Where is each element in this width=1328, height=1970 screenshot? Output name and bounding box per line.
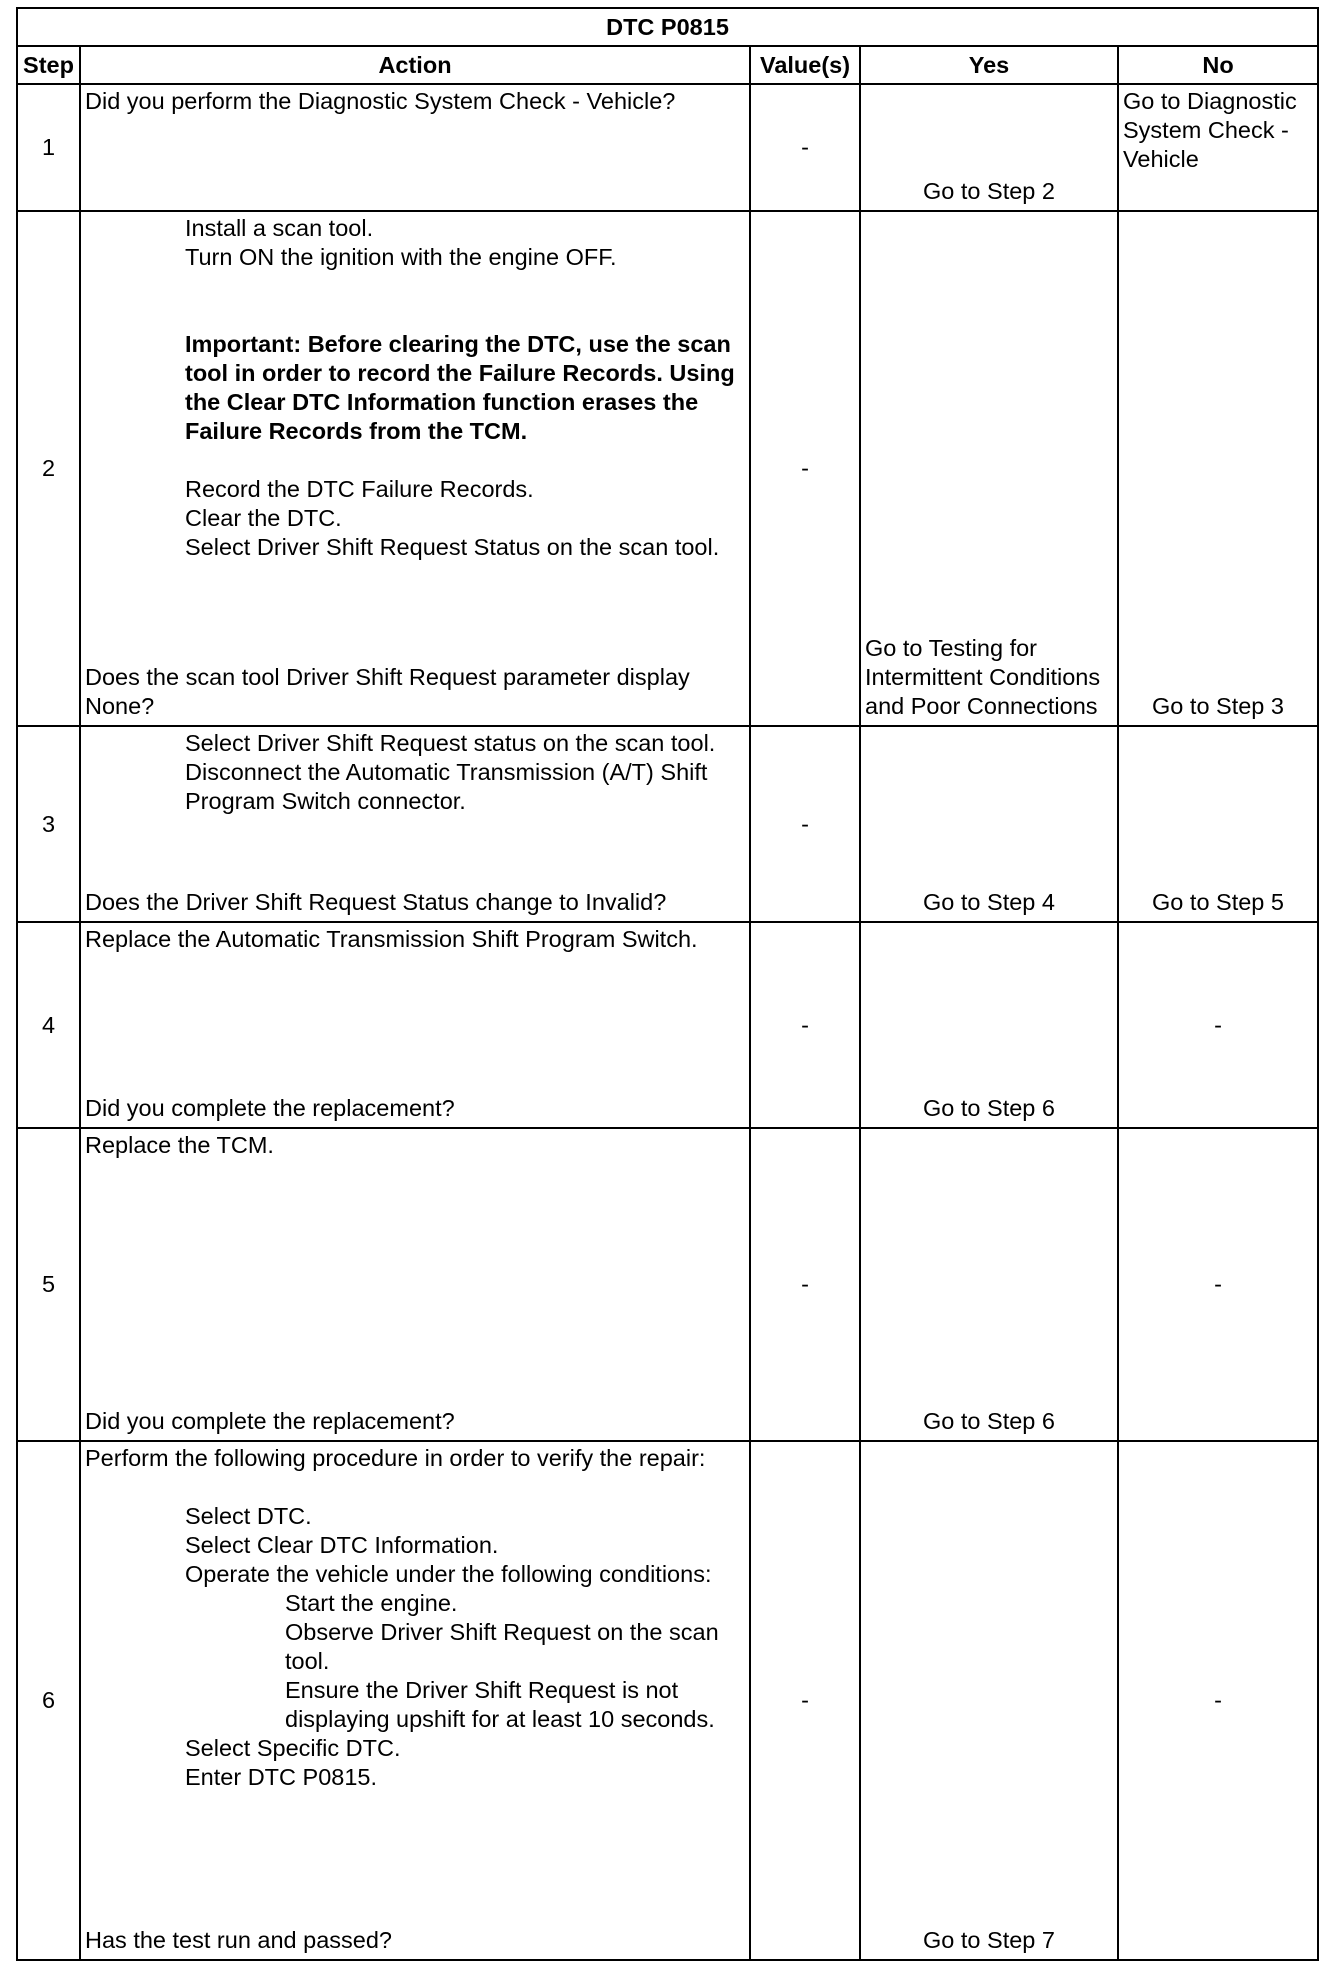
header-no: No bbox=[1118, 46, 1318, 84]
action-cell bbox=[80, 1128, 750, 1441]
value-cell: - bbox=[750, 211, 860, 726]
header-yes: Yes bbox=[860, 46, 1118, 84]
yes-cell bbox=[860, 1441, 1118, 1960]
table-row bbox=[17, 1441, 1318, 1960]
action-cell bbox=[80, 726, 750, 922]
action-question: Has the test run and passed? bbox=[85, 1927, 393, 1953]
action-cell bbox=[80, 922, 750, 1128]
header-values: Value(s) bbox=[750, 46, 860, 84]
yes-result: Go to Step 2 bbox=[923, 178, 1055, 204]
action-question: Did you complete the replacement? bbox=[85, 1408, 455, 1434]
action-cell bbox=[80, 1441, 750, 1960]
no-result: - bbox=[1118, 922, 1318, 1128]
yes-cell bbox=[860, 84, 1118, 211]
action-item: Install a scan tool. bbox=[185, 215, 374, 241]
diagnostic-table bbox=[16, 7, 1319, 1961]
yes-cell bbox=[860, 211, 1118, 726]
table-row bbox=[17, 211, 1318, 726]
table-row bbox=[17, 726, 1318, 922]
header-action: Action bbox=[80, 46, 750, 84]
table-row bbox=[17, 84, 1318, 211]
action-question: Did you complete the replacement? bbox=[85, 1095, 455, 1121]
action-item: Replace the Automatic Transmission Shift Program Switch. bbox=[85, 926, 698, 952]
action-subitem: Start the engine. bbox=[285, 1590, 458, 1616]
action-item: Replace the TCM. bbox=[85, 1132, 274, 1158]
action-item: Operate the vehicle under the following conditions: bbox=[185, 1561, 712, 1587]
action-subitem: Observe Driver Shift Request on the scan tool. bbox=[285, 1619, 719, 1674]
step-number: 2 bbox=[17, 211, 80, 726]
yes-result: Go to Step 6 bbox=[923, 1095, 1055, 1121]
yes-cell bbox=[860, 726, 1118, 922]
action-cell bbox=[80, 84, 750, 211]
action-item: Turn ON the ignition with the engine OFF. bbox=[185, 244, 617, 270]
value-cell: - bbox=[750, 84, 860, 211]
no-result: Go to Step 3 bbox=[1152, 693, 1284, 719]
yes-cell bbox=[860, 922, 1118, 1128]
no-cell bbox=[1118, 726, 1318, 922]
no-result: Go to Diagnostic System Check - Vehicle bbox=[1123, 88, 1297, 172]
action-item: Enter DTC P0815. bbox=[185, 1764, 378, 1790]
action-question: Does the Driver Shift Request Status change to Invalid? bbox=[85, 889, 667, 915]
no-result: Go to Step 5 bbox=[1152, 889, 1284, 915]
action-item: Record the DTC Failure Records. bbox=[185, 476, 534, 502]
value-cell: - bbox=[750, 1128, 860, 1441]
yes-result: Go to Step 6 bbox=[923, 1408, 1055, 1434]
header-step: Step bbox=[17, 46, 80, 84]
step-number: 5 bbox=[17, 1128, 80, 1441]
step-number: 6 bbox=[17, 1441, 80, 1960]
table-row bbox=[17, 922, 1318, 1128]
step-number: 4 bbox=[17, 922, 80, 1128]
action-question: Did you perform the Diagnostic System Check - Vehicle? bbox=[85, 88, 676, 114]
no-result: - bbox=[1118, 1441, 1318, 1960]
action-item: Select DTC. bbox=[185, 1503, 312, 1529]
action-item: Disconnect the Automatic Transmission (A/T) Shift Program Switch connector. bbox=[185, 759, 708, 814]
action-item: Perform the following procedure in order to verify the repair: bbox=[85, 1445, 706, 1471]
table-title: DTC P0815 bbox=[17, 8, 1318, 46]
no-cell bbox=[1118, 211, 1318, 726]
value-cell: - bbox=[750, 726, 860, 922]
value-cell: - bbox=[750, 922, 860, 1128]
action-question: Does the scan tool Driver Shift Request parameter display None? bbox=[85, 664, 690, 719]
action-subitem: Ensure the Driver Shift Request is not displaying upshift for at least 10 seconds. bbox=[285, 1677, 715, 1732]
action-item: Select Driver Shift Request status on the scan tool. bbox=[185, 730, 716, 756]
step-number: 1 bbox=[17, 84, 80, 211]
yes-result: Go to Testing for Intermittent Conditions and Poor Connections bbox=[865, 635, 1101, 719]
action-item: Select Specific DTC. bbox=[185, 1735, 401, 1761]
important-note: Important: Before clearing the DTC, use the scan tool in order to record the Failure Records. Using the Clear DTC Information function erases the Failure Records from the TCM. bbox=[185, 331, 735, 444]
yes-result: Go to Step 4 bbox=[923, 889, 1055, 915]
no-result: - bbox=[1118, 1128, 1318, 1441]
step-number: 3 bbox=[17, 726, 80, 922]
yes-result: Go to Step 7 bbox=[923, 1927, 1055, 1953]
action-item: Clear the DTC. bbox=[185, 505, 342, 531]
table-row bbox=[17, 1128, 1318, 1441]
value-cell: - bbox=[750, 1441, 860, 1960]
no-cell bbox=[1118, 84, 1318, 211]
action-item: Select Clear DTC Information. bbox=[185, 1532, 499, 1558]
action-cell bbox=[80, 211, 750, 726]
yes-cell bbox=[860, 1128, 1118, 1441]
action-item: Select Driver Shift Request Status on the scan tool. bbox=[185, 534, 720, 560]
